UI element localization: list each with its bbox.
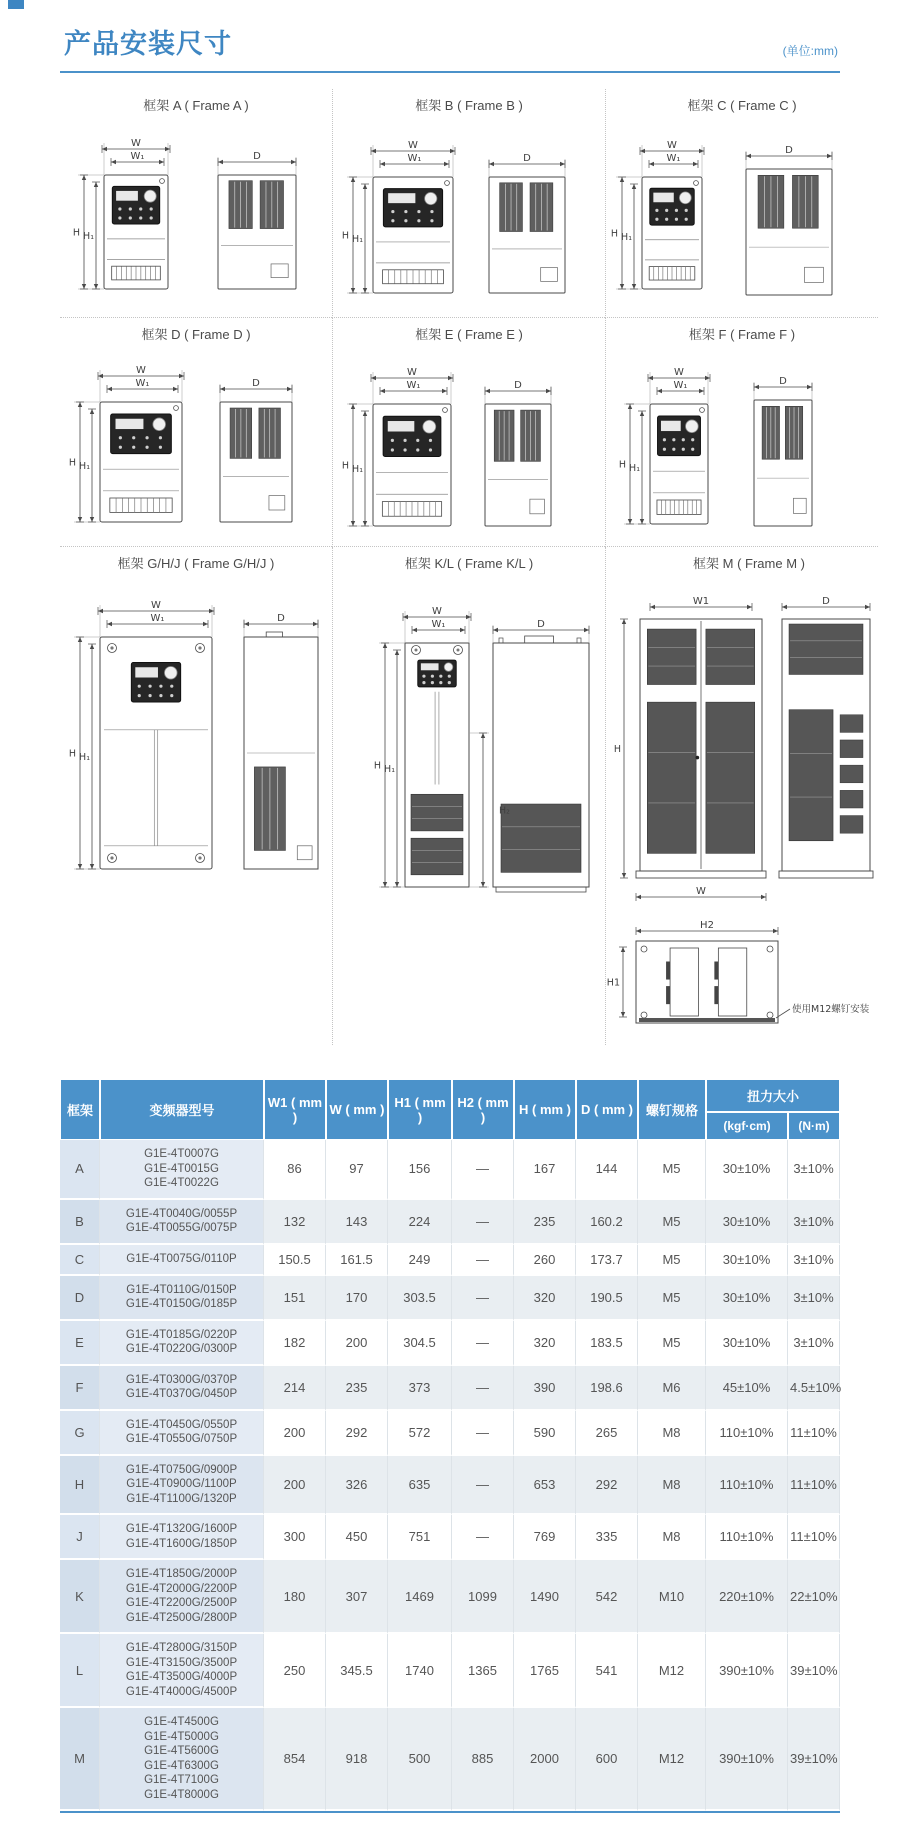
svg-text:D: D	[523, 153, 531, 164]
h2-cell: —	[452, 1321, 514, 1366]
svg-text:W: W	[131, 138, 141, 149]
w-cell: 326	[326, 1456, 388, 1516]
svg-text:H₂: H₂	[499, 805, 510, 817]
table-row	[60, 1276, 840, 1321]
model-cell: G1E-4T1850G/2000P G1E-4T2000G/2200P G1E-4T2200G/2500P G1E-4T2500G/2800P	[100, 1560, 264, 1634]
h1-cell: 500	[388, 1708, 452, 1811]
h2-cell: 1365	[452, 1634, 514, 1708]
page-header	[60, 14, 840, 73]
frame-e-panel	[332, 318, 605, 547]
h-cell: 653	[514, 1456, 576, 1516]
col-d: D ( mm )	[576, 1079, 638, 1140]
svg-text:H: H	[610, 228, 618, 240]
torque-nm-cell: 11±10%	[788, 1515, 840, 1560]
model-cell: G1E-4T0110G/0150P G1E-4T0150G/0185P	[100, 1276, 264, 1321]
torque-kgf-cell: 110±10%	[706, 1411, 788, 1456]
svg-text:W₁: W₁	[407, 153, 422, 164]
frame-c-drawing	[606, 117, 878, 313]
svg-text:H₁: H₁	[352, 234, 363, 245]
table-body	[60, 1140, 840, 1811]
model-cell: G1E-4T0300G/0370P G1E-4T0370G/0450P	[100, 1366, 264, 1411]
w-cell: 345.5	[326, 1634, 388, 1708]
col-torque-group: 扭力大小	[706, 1079, 840, 1112]
frame-f-drawing	[606, 346, 878, 542]
frame-b-drawing	[333, 117, 605, 313]
w1-cell: 180	[264, 1560, 326, 1634]
svg-text:H: H	[373, 760, 381, 772]
svg-text:W₁: W₁	[135, 378, 150, 389]
torque-nm-cell: 11±10%	[788, 1411, 840, 1456]
svg-text:D: D	[785, 145, 793, 156]
d-cell: 198.6	[576, 1366, 638, 1411]
torque-kgf-cell: 110±10%	[706, 1456, 788, 1516]
h1-cell: 373	[388, 1366, 452, 1411]
torque-kgf-cell: 30±10%	[706, 1200, 788, 1245]
w1-cell: 182	[264, 1321, 326, 1366]
col-screw: 螺钉规格	[638, 1079, 706, 1140]
svg-text:H1: H1	[606, 977, 620, 989]
frame-d-drawing	[60, 346, 332, 542]
diagram-row-2	[60, 318, 840, 547]
table-row	[60, 1708, 840, 1811]
h2-cell: —	[452, 1456, 514, 1516]
w-cell: 170	[326, 1276, 388, 1321]
frame-f-panel	[605, 318, 878, 547]
svg-text:W₁: W₁	[406, 380, 421, 391]
torque-nm-cell: 4.5±10%	[788, 1366, 840, 1411]
table-row	[60, 1456, 840, 1516]
h-cell: 320	[514, 1276, 576, 1321]
col-w1: W1 ( mm )	[264, 1079, 326, 1140]
frame-m-panel	[605, 547, 892, 1045]
frame-cell: F	[60, 1366, 100, 1411]
w-cell: 450	[326, 1515, 388, 1560]
model-cell: G1E-4T1320G/1600P G1E-4T1600G/1850P	[100, 1515, 264, 1560]
screw-cell: M5	[638, 1200, 706, 1245]
frame-cell: G	[60, 1411, 100, 1456]
corner-accent	[8, 0, 24, 9]
torque-nm-cell: 3±10%	[788, 1140, 840, 1200]
screw-cell: M10	[638, 1560, 706, 1634]
table-row	[60, 1321, 840, 1366]
svg-text:H: H	[618, 459, 626, 471]
frame-cell: J	[60, 1515, 100, 1560]
frame-ghj-title: 框架 G/H/J ( Frame G/H/J )	[117, 556, 275, 571]
svg-text:H₁: H₁	[79, 461, 90, 472]
table-row	[60, 1560, 840, 1634]
w1-cell: 214	[264, 1366, 326, 1411]
table-row	[60, 1634, 840, 1708]
svg-text:H2: H2	[700, 920, 714, 931]
h1-cell: 156	[388, 1140, 452, 1200]
torque-kgf-cell: 30±10%	[706, 1245, 788, 1276]
d-cell: 292	[576, 1456, 638, 1516]
model-cell: G1E-4T2800G/3150P G1E-4T3150G/3500P G1E-4T3500G/4000P G1E-4T4000G/4500P	[100, 1634, 264, 1708]
frame-kl-panel	[332, 547, 605, 1045]
frame-c-panel	[605, 89, 878, 318]
d-cell: 144	[576, 1140, 638, 1200]
w1-cell: 132	[264, 1200, 326, 1245]
frame-ghj-drawing	[60, 575, 332, 1023]
svg-text:W: W	[674, 367, 684, 378]
w-cell: 97	[326, 1140, 388, 1200]
unit-note: (单位:mm)	[782, 44, 838, 58]
d-cell: 265	[576, 1411, 638, 1456]
torque-kgf-cell: 220±10%	[706, 1560, 788, 1634]
screw-cell: M12	[638, 1634, 706, 1708]
svg-text:H: H	[72, 227, 80, 239]
h2-cell: —	[452, 1411, 514, 1456]
d-cell: 183.5	[576, 1321, 638, 1366]
svg-text:H: H	[341, 230, 349, 242]
torque-kgf-cell: 390±10%	[706, 1634, 788, 1708]
table-row	[60, 1515, 840, 1560]
frame-ghj-panel	[60, 547, 332, 1045]
screw-cell: M12	[638, 1708, 706, 1811]
col-torque-kgf: (kgf·cm)	[706, 1112, 788, 1140]
w1-cell: 300	[264, 1515, 326, 1560]
torque-kgf-cell: 390±10%	[706, 1708, 788, 1811]
frame-cell: K	[60, 1560, 100, 1634]
screw-cell: M8	[638, 1456, 706, 1516]
h2-cell: —	[452, 1200, 514, 1245]
model-cell: G1E-4T0750G/0900P G1E-4T0900G/1100P G1E-4T1100G/1320P	[100, 1456, 264, 1516]
h-cell: 1490	[514, 1560, 576, 1634]
svg-text:W: W	[696, 886, 706, 897]
d-cell: 160.2	[576, 1200, 638, 1245]
dimension-diagrams	[60, 89, 870, 1045]
svg-text:W: W	[407, 367, 417, 378]
w-cell: 143	[326, 1200, 388, 1245]
h1-cell: 249	[388, 1245, 452, 1276]
h-cell: 2000	[514, 1708, 576, 1811]
d-cell: 190.5	[576, 1276, 638, 1321]
h-cell: 235	[514, 1200, 576, 1245]
frame-a-title: 框架 A ( Frame A )	[143, 98, 249, 113]
svg-text:使用M12螺钉安装: 使用M12螺钉安装	[792, 1004, 870, 1015]
svg-text:W: W	[151, 600, 161, 611]
d-cell: 542	[576, 1560, 638, 1634]
svg-text:H₁: H₁	[79, 752, 90, 763]
frame-cell: L	[60, 1634, 100, 1708]
frame-cell: B	[60, 1200, 100, 1245]
model-cell: G1E-4T0007G G1E-4T0015G G1E-4T0022G	[100, 1140, 264, 1200]
h1-cell: 635	[388, 1456, 452, 1516]
d-cell: 335	[576, 1515, 638, 1560]
h-cell: 260	[514, 1245, 576, 1276]
svg-text:D: D	[537, 619, 545, 630]
frame-kl-drawing	[333, 575, 605, 1023]
frame-m-drawing	[606, 575, 892, 1045]
table-row	[60, 1200, 840, 1245]
model-cell: G1E-4T4500G G1E-4T5000G G1E-4T5600G G1E-4T6300G G1E-4T7100G G1E-4T8000G	[100, 1708, 264, 1811]
screw-cell: M5	[638, 1245, 706, 1276]
screw-cell: M8	[638, 1515, 706, 1560]
h1-cell: 224	[388, 1200, 452, 1245]
h2-cell: —	[452, 1515, 514, 1560]
torque-nm-cell: 3±10%	[788, 1321, 840, 1366]
svg-text:W₁: W₁	[666, 153, 681, 164]
svg-text:H₁: H₁	[621, 232, 632, 243]
w1-cell: 854	[264, 1708, 326, 1811]
d-cell: 541	[576, 1634, 638, 1708]
dimensions-table	[60, 1079, 840, 1813]
w1-cell: 250	[264, 1634, 326, 1708]
diagram-row-3	[60, 547, 870, 1045]
screw-cell: M8	[638, 1411, 706, 1456]
svg-text:D: D	[822, 596, 830, 607]
h1-cell: 1740	[388, 1634, 452, 1708]
w1-cell: 86	[264, 1140, 326, 1200]
svg-text:H: H	[613, 744, 621, 755]
torque-nm-cell: 39±10%	[788, 1634, 840, 1708]
d-cell: 173.7	[576, 1245, 638, 1276]
frame-d-panel	[60, 318, 332, 547]
d-cell: 600	[576, 1708, 638, 1811]
svg-text:D: D	[514, 380, 522, 391]
w1-cell: 151	[264, 1276, 326, 1321]
col-w: W ( mm )	[326, 1079, 388, 1140]
diagram-row-1	[60, 89, 840, 318]
w1-cell: 200	[264, 1411, 326, 1456]
torque-kgf-cell: 45±10%	[706, 1366, 788, 1411]
h-cell: 590	[514, 1411, 576, 1456]
col-h2: H2 ( mm )	[452, 1079, 514, 1140]
w1-cell: 200	[264, 1456, 326, 1516]
w1-cell: 150.5	[264, 1245, 326, 1276]
h-cell: 320	[514, 1321, 576, 1366]
h2-cell: 885	[452, 1708, 514, 1811]
frame-cell: C	[60, 1245, 100, 1276]
torque-kgf-cell: 30±10%	[706, 1140, 788, 1200]
screw-cell: M5	[638, 1321, 706, 1366]
h2-cell: —	[452, 1140, 514, 1200]
w-cell: 307	[326, 1560, 388, 1634]
screw-cell: M5	[638, 1276, 706, 1321]
col-frame: 框架	[60, 1079, 100, 1140]
h1-cell: 572	[388, 1411, 452, 1456]
frame-e-drawing	[333, 346, 605, 542]
svg-text:W: W	[136, 365, 146, 376]
torque-kgf-cell: 30±10%	[706, 1321, 788, 1366]
svg-text:W₁: W₁	[150, 613, 165, 624]
h-cell: 769	[514, 1515, 576, 1560]
h1-cell: 751	[388, 1515, 452, 1560]
svg-text:D: D	[779, 376, 787, 387]
w-cell: 235	[326, 1366, 388, 1411]
frame-a-drawing	[60, 117, 332, 313]
svg-text:W1: W1	[692, 596, 710, 607]
model-cell: G1E-4T0040G/0055P G1E-4T0055G/0075P	[100, 1200, 264, 1245]
frame-a-panel	[60, 89, 332, 318]
w-cell: 200	[326, 1321, 388, 1366]
model-cell: G1E-4T0185G/0220P G1E-4T0220G/0300P	[100, 1321, 264, 1366]
col-model: 变频器型号	[100, 1079, 264, 1140]
svg-text:H: H	[68, 457, 76, 469]
svg-text:H₁: H₁	[629, 463, 640, 474]
col-h: H ( mm )	[514, 1079, 576, 1140]
torque-nm-cell: 3±10%	[788, 1200, 840, 1245]
table-row	[60, 1366, 840, 1411]
frame-d-title: 框架 D ( Frame D )	[141, 327, 251, 342]
h2-cell: —	[452, 1276, 514, 1321]
screw-cell: M5	[638, 1140, 706, 1200]
model-cell: G1E-4T0075G/0110P	[100, 1245, 264, 1276]
col-torque-nm: (N·m)	[788, 1112, 840, 1140]
table-header	[60, 1079, 840, 1140]
torque-nm-cell: 3±10%	[788, 1245, 840, 1276]
h1-cell: 1469	[388, 1560, 452, 1634]
frame-c-title: 框架 C ( Frame C )	[687, 98, 797, 113]
svg-text:H₁: H₁	[384, 764, 395, 775]
frame-b-title: 框架 B ( Frame B )	[415, 98, 523, 113]
svg-text:D: D	[277, 613, 285, 624]
frame-cell: H	[60, 1456, 100, 1516]
frame-cell: E	[60, 1321, 100, 1366]
h1-cell: 304.5	[388, 1321, 452, 1366]
h2-cell: —	[452, 1366, 514, 1411]
h1-cell: 303.5	[388, 1276, 452, 1321]
frame-e-title: 框架 E ( Frame E )	[415, 327, 523, 342]
w-cell: 161.5	[326, 1245, 388, 1276]
h-cell: 1765	[514, 1634, 576, 1708]
svg-text:H₁: H₁	[352, 464, 363, 475]
svg-text:W: W	[408, 140, 418, 151]
torque-nm-cell: 3±10%	[788, 1276, 840, 1321]
svg-text:H₁: H₁	[83, 231, 94, 242]
w-cell: 292	[326, 1411, 388, 1456]
table-row	[60, 1245, 840, 1276]
torque-nm-cell: 39±10%	[788, 1708, 840, 1811]
torque-nm-cell: 11±10%	[788, 1456, 840, 1516]
torque-kgf-cell: 30±10%	[706, 1276, 788, 1321]
frame-cell: D	[60, 1276, 100, 1321]
torque-kgf-cell: 110±10%	[706, 1515, 788, 1560]
svg-text:W₁: W₁	[431, 619, 446, 630]
svg-text:W₁: W₁	[673, 380, 688, 391]
h-cell: 390	[514, 1366, 576, 1411]
screw-cell: M6	[638, 1366, 706, 1411]
col-h1: H1 ( mm )	[388, 1079, 452, 1140]
model-cell: G1E-4T0450G/0550P G1E-4T0550G/0750P	[100, 1411, 264, 1456]
svg-text:W: W	[667, 140, 677, 151]
frame-cell: A	[60, 1140, 100, 1200]
svg-text:H: H	[68, 748, 76, 760]
page-title: 产品安装尺寸	[64, 29, 232, 59]
svg-text:D: D	[252, 378, 260, 389]
h2-cell: —	[452, 1245, 514, 1276]
frame-kl-title: 框架 K/L ( Frame K/L )	[404, 556, 534, 571]
frame-cell: M	[60, 1708, 100, 1811]
h-cell: 167	[514, 1140, 576, 1200]
frame-f-title: 框架 F ( Frame F )	[688, 327, 796, 342]
svg-text:H: H	[341, 460, 349, 472]
table-row	[60, 1140, 840, 1200]
svg-text:D: D	[253, 151, 261, 162]
torque-nm-cell: 22±10%	[788, 1560, 840, 1634]
svg-text:W: W	[432, 606, 442, 617]
svg-text:W₁: W₁	[130, 151, 145, 162]
w-cell: 918	[326, 1708, 388, 1811]
h2-cell: 1099	[452, 1560, 514, 1634]
frame-m-title: 框架 M ( Frame M )	[693, 556, 805, 571]
table-row	[60, 1411, 840, 1456]
frame-b-panel	[332, 89, 605, 318]
